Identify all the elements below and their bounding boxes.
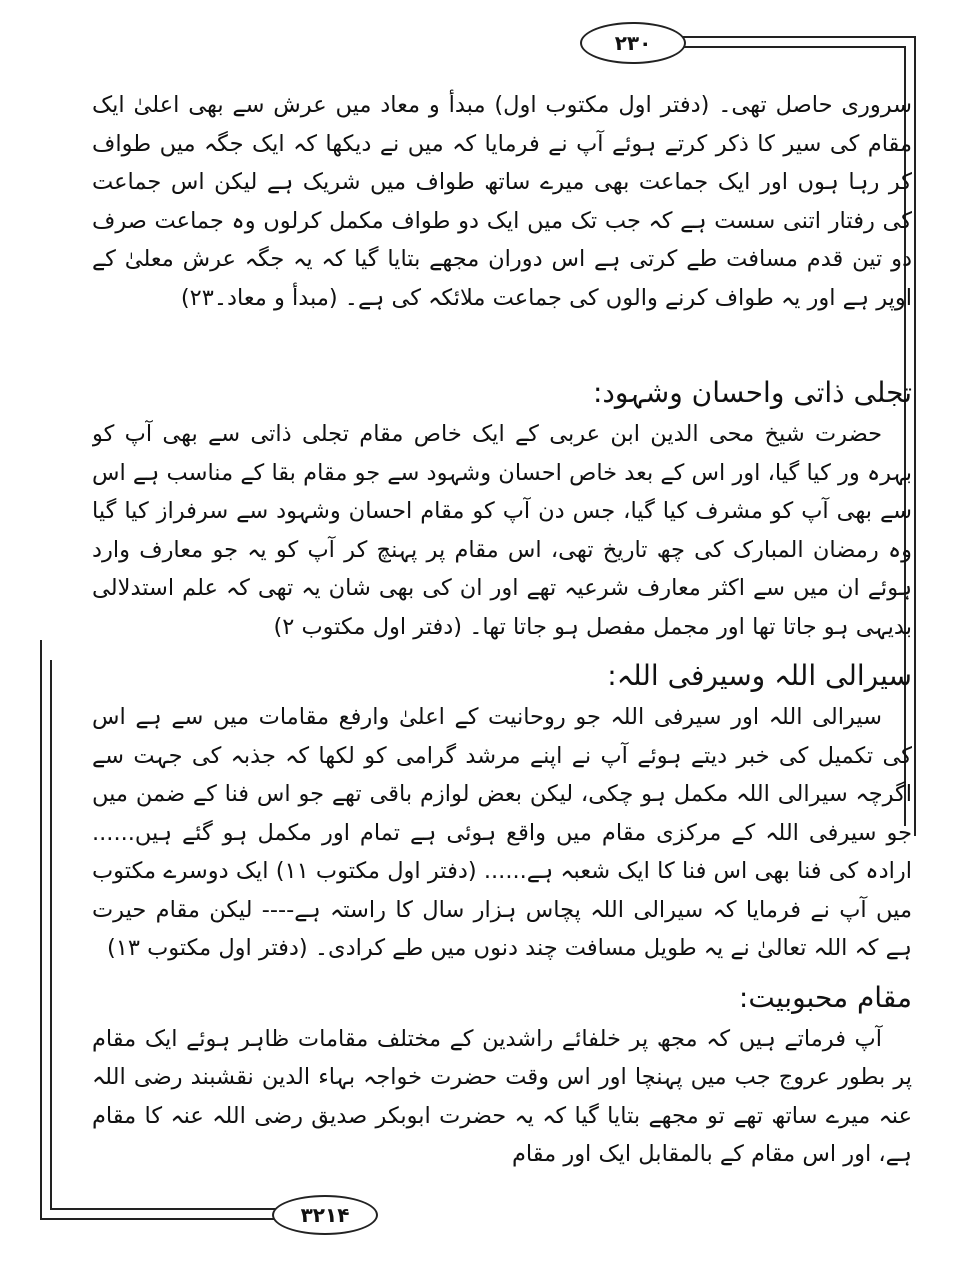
section-paragraph-sair: سیرالی اللہ اور سیرفی اللہ جو روحانیت کے اعلیٰ وارفع مقامات میں سے ہے اس کی تکمیل کی خبر دیتے ہوئے آپ نے اپنے مرشد گرامی کو لکھا کہ جذبہ کی جہت سے اگرچہ سیرالی اللہ مکمل ہو چکی، لیکن بعض لوازم باقی تھے جو اس فنا کے ضمن میں جو سیرفی اللہ کے مرکزی مقام میں واقع ہوئی ہے تمام اور مکمل ہو گئے ہیں...... ارادہ کی فنا بھی اس فنا کا ایک شعبہ ہے...... (دفتر اول مکتوب ۱۱) ایک دوسرے مکتوب میں آپ نے فرمایا کہ سیرالی اللہ پچاس ہزار سال کا راستہ ہے---- لیکن مقام حیرت ہے کہ اللہ تعالیٰ نے یہ طویل مسافت چند دنوں میں طے کرادی۔ (دفتر اول مکتوب ۱۳) — [92, 704, 912, 961]
section-title-mahbubiyat: مقام محبوبیت: — [738, 980, 912, 1014]
frame-left-line-inner — [50, 660, 52, 1210]
frame-bottom-line-inner — [50, 1208, 276, 1210]
section-title-tajalli: تجلی ذاتی واحسان وشہود: — [593, 376, 912, 409]
section-title-sair: سیرالی اللہ وسیرفی اللہ: — [607, 659, 912, 692]
frame-left-line-outer — [40, 640, 42, 1220]
section-paragraph-mahbubiyat: آپ فرماتے ہیں کہ مجھ پر خلفائے راشدین کے مختلف مقامات ظاہر ہوئے ایک مقام پر بطور عروج جب میں پہنچا اور اس وقت حضرت خواجہ بہاء الدین نقشبند رضی اللہ عنہ میرے ساتھ تھے تو مجھے بتایا گیا کہ یہ حضرت ابوبکر صدیق رضی اللہ عنہ کا مقام ہے، اور اس مقام کے بالمقابل ایک اور مقام — [92, 1025, 912, 1167]
frame-top-line-outer — [680, 36, 916, 38]
frame-bottom-line-outer — [40, 1218, 276, 1220]
section-paragraph-tajalli: حضرت شیخ محی الدین ابن عربی کے ایک خاص مقام تجلی ذاتی سے بھی آپ کو بہرہ ور کیا گیا، اور اس کے بعد خاص احسان وشہود سے جو مقام بقا کے مناسب ہے اس سے بھی آپ کو مشرف کیا گیا، جس دن آپ کو مقام احسان وشہود سے سرفراز کیا گیا وہ رمضان المبارک کی چھ تاریخ تھی، اس مقام پر پہنچ کر آپ کو یہ جو معارف وارد ہوئے ان میں سے اکثر معارف شرعیہ تھے اور ان کی بھی شان یہ تھی کہ علم استدلالی بدیہی ہو جاتا تھا اور مجمل مفصل ہو جاتا تھا۔ (دفتر اول مکتوب ۲) — [92, 421, 912, 640]
frame-top-line-inner — [680, 46, 906, 48]
page-number-bottom: ۳۲۱۴ — [272, 1195, 378, 1235]
frame-right-line-outer — [914, 36, 916, 836]
intro-paragraph: سروری حاصل تھی۔ (دفتر اول مکتوب اول) مبدأ و معاد میں عرش سے بھی اعلیٰ ایک مقام کی سیر کا ذکر کرتے ہوئے آپ نے فرمایا کہ میں نے دیکھا کہ ایک جگہ میں طواف کر رہا ہوں اور ایک جماعت بھی میرے ساتھ طواف میں شریک ہے لیکن اس جماعت کی رفتار اتنی سست ہے کہ جب تک میں ایک دو طواف مکمل کرلوں وہ جماعت صرف دو تین قدم مسافت طے کرتی ہے اس دوران مجھے بتایا گیا کہ یہ جگہ عرش معلیٰ کے اوپر ہے اور یہ طواف کرنے والوں کی جماعت ملائکہ کی ہے۔ (مبدأ و معاد۔۲۳) — [92, 92, 912, 311]
page-number-top: ۲۳۰ — [580, 22, 686, 64]
page-content — [92, 86, 912, 1186]
